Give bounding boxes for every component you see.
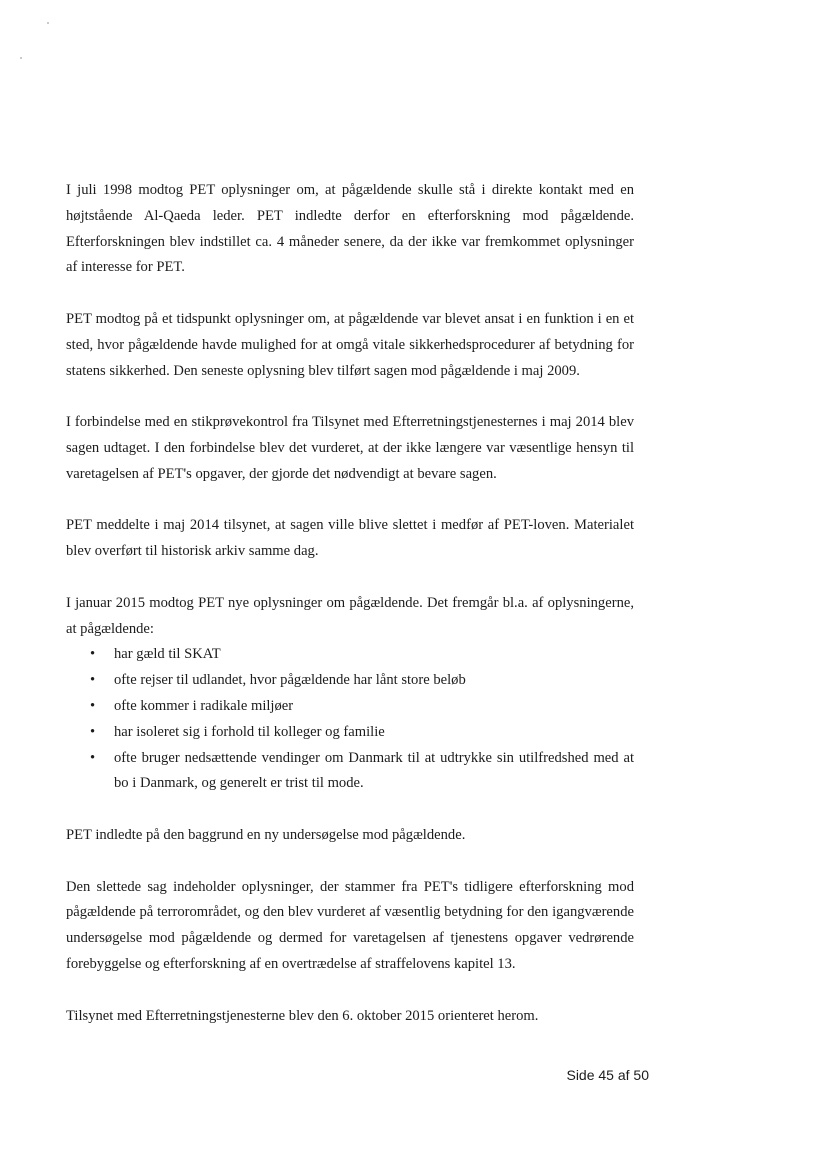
paragraph-gap [66, 384, 634, 410]
paragraph-3: I forbindelse med en stikprøvekontrol fra Tilsynet med Efterretningstjenesternes i maj 2014 blev sagen udtaget. I den forbindelse blev det vurderet, at der ikke længere var væsentlige hensyn til varetagelsen af PET's opgaver, der gjorde det nødvendigt at bevare sagen. [66, 414, 634, 482]
list-item-text: ofte rejser til udlandet, hvor pågældende har lånt store beløb [114, 672, 466, 689]
paragraph-5: I januar 2015 modtog PET nye oplysninger om pågældende. Det fremgår bl.a. af oplysningerne, at pågældende: [66, 594, 634, 637]
body-text [66, 178, 634, 1029]
paragraph-8: Tilsynet med Efterretningstjenesterne blev den 6. oktober 2015 orienteret herom. [66, 1007, 539, 1024]
page-number: Side 45 af 50 [566, 1067, 649, 1083]
bullet-icon: • [90, 672, 96, 689]
paragraph-1: I juli 1998 modtog PET oplysninger om, at pågældende skulle stå i direkte kontakt med en højtstående Al-Qaeda leder. PET indledte derfor en efterforskning mod pågældende. Efterforskningen blev indstillet ca. 4 måneder senere, da der ikke var fremkommet oplysninger af interesse for PET. [66, 182, 634, 276]
bullet-icon: • [90, 697, 96, 714]
list-item [66, 668, 634, 694]
scan-speck [47, 22, 49, 24]
paragraph-2: PET modtog på et tidspunkt oplysninger om, at pågældende var blevet ansat i en funktion i en et sted, hvor pågældende havde mulighed for at omgå vitale sikkerhedsprocedurer af betydning for statens sikkerhed. Den seneste oplysning blev tilført sagen mod pågældende i maj 2009. [66, 310, 634, 379]
list-item-text: ofte kommer i radikale miljøer [114, 697, 294, 714]
paragraph-gap [66, 281, 634, 307]
bullet-list [66, 642, 634, 797]
bullet-icon: • [90, 749, 96, 766]
paragraph-gap [66, 978, 634, 1004]
list-item [66, 694, 634, 720]
list-item [66, 642, 634, 668]
paragraph-gap [66, 797, 634, 823]
paragraph-gap [66, 849, 634, 875]
list-item-text: har gæld til SKAT [114, 646, 221, 663]
scan-speck [20, 57, 22, 59]
paragraph-gap [66, 488, 634, 514]
paragraph-4: PET meddelte i maj 2014 tilsynet, at sagen ville blive slettet i medfør af PET-loven. Materialet blev overført til historisk arkiv samme dag. [66, 517, 634, 560]
bullet-icon: • [90, 646, 96, 663]
list-item-text: ofte bruger nedsættende vendinger om Danmark til at udtrykke sin utilfredshed med at bo i Danmark, og generelt er trist til mode. [114, 749, 634, 792]
paragraph-7: Den slettede sag indeholder oplysninger, der stammer fra PET's tidligere efterforskning mod pågældende på terrorområdet, og den blev vurderet af væsentlig betydning for den igangværende undersøgelse mod pågældende og dermed for varetagelsen af tjenestens opgaver vedrørende forebyggelse og efterforskning af en overtrædelse af straffelovens kapitel 13. [66, 878, 634, 972]
bullet-icon: • [90, 723, 96, 740]
list-item [66, 746, 634, 798]
list-item-text: har isoleret sig i forhold til kolleger og familie [114, 723, 385, 740]
paragraph-6: PET indledte på den baggrund en ny undersøgelse mod pågældende. [66, 826, 466, 843]
list-item [66, 720, 634, 746]
paragraph-gap [66, 565, 634, 591]
